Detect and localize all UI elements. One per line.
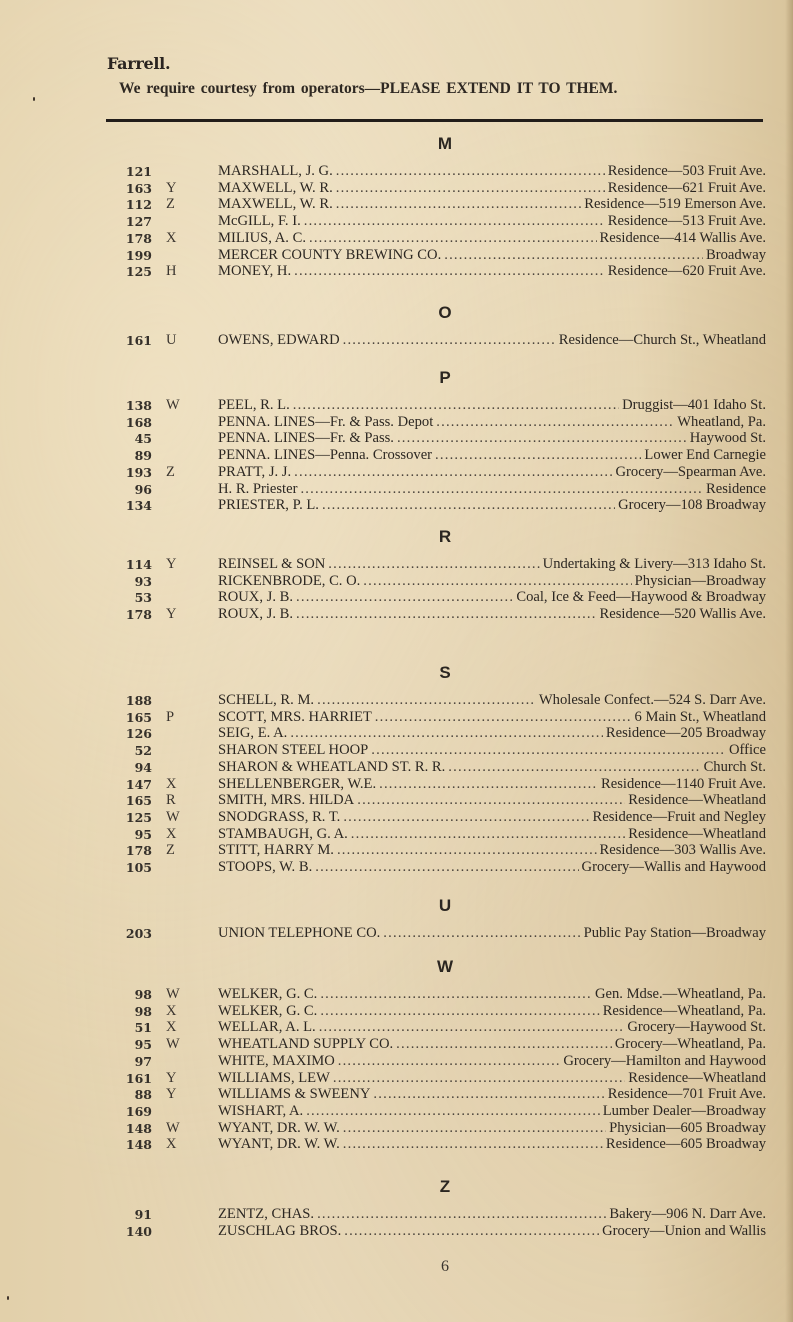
section-letter-m: M	[437, 134, 453, 153]
phone-number: 97	[134, 1053, 152, 1069]
subscriber-name: SMITH, MRS. HILDA	[218, 792, 355, 809]
subscriber-detail: Gen. Mdse.—Wheatland, Pa.	[594, 986, 766, 1002]
listing-entry	[218, 414, 766, 431]
section-letter-u: U	[438, 896, 452, 915]
subscriber-detail: Residence—519 Emerson Ave.	[584, 196, 766, 213]
listing-row	[0, 1206, 793, 1223]
subscriber-detail: Residence—414 Wallis Ave.	[599, 229, 766, 246]
listing-entry	[218, 1070, 766, 1087]
listing-row	[0, 414, 793, 431]
listing-entry	[218, 213, 766, 230]
dot-leader	[357, 792, 625, 809]
subscriber-name: SEIG, E. A.	[218, 725, 288, 742]
listing-entry	[218, 397, 766, 414]
phone-number: 134	[125, 498, 152, 514]
phone-number: 95	[134, 826, 152, 842]
subscriber-detail: Office	[728, 742, 766, 759]
listing-entry	[218, 1206, 766, 1223]
subscriber-name: MARSHALL, J. G.	[218, 163, 333, 179]
listing-row	[0, 842, 793, 859]
subscriber-detail: Residence—621 Fruit Ave.	[607, 179, 766, 196]
party-line-code: W	[166, 808, 180, 825]
dot-leader	[319, 1019, 625, 1036]
subscriber-detail: Church St.	[703, 758, 766, 775]
party-line-code: X	[166, 825, 177, 842]
subscriber-detail: Lumber Dealer—Broadway	[602, 1102, 766, 1119]
listing-entry	[218, 230, 766, 247]
subscriber-name: PRATT, J. J.	[218, 463, 292, 480]
listing-row	[0, 606, 793, 623]
subscriber-detail: Lower End Carnegie	[644, 447, 766, 464]
subscriber-name: WELKER, G. C.	[218, 986, 318, 1002]
listing-entry	[218, 1053, 766, 1070]
dot-leader	[336, 196, 582, 213]
dot-leader	[300, 481, 703, 498]
party-line-code: H	[166, 263, 177, 280]
party-line-code: X	[166, 1002, 177, 1019]
listing-entry	[218, 606, 766, 623]
listing-entry	[218, 180, 766, 197]
subscriber-name: MAXWELL, W. R.	[218, 196, 333, 213]
dot-leader	[371, 742, 726, 759]
listing-entry	[218, 447, 766, 464]
listing-row	[0, 589, 793, 606]
phone-number: 126	[125, 726, 152, 742]
listing-entry	[218, 826, 766, 843]
subscriber-name: PENNA. LINES—Fr. & Pass. Depot	[218, 413, 434, 430]
listing-entry	[218, 709, 766, 726]
listing-entry	[218, 497, 766, 514]
listing-row	[0, 464, 793, 481]
subscriber-name: WELLAR, A. L.	[218, 1019, 316, 1036]
phone-number: 165	[125, 793, 152, 809]
subscriber-name: WHEATLAND SUPPLY CO.	[218, 1036, 394, 1053]
dot-leader	[351, 826, 625, 843]
listing-entry	[218, 809, 766, 826]
listing-entry	[218, 481, 766, 498]
listing-row	[0, 332, 793, 349]
dot-leader	[309, 230, 597, 247]
listing-row	[0, 447, 793, 464]
phone-number: 45	[134, 431, 152, 447]
dot-leader	[344, 1223, 599, 1240]
subscriber-name: WILLIAMS, LEW	[218, 1069, 330, 1086]
listing-entry	[218, 986, 766, 1003]
listing-entry	[218, 332, 766, 349]
subscriber-detail: Grocery—Spearman Ave.	[615, 463, 766, 480]
subscriber-detail: Broadway	[706, 246, 766, 263]
subscriber-detail: Wholesale Confect.—524 S. Darr Ave.	[538, 692, 766, 708]
listing-row	[0, 163, 793, 180]
subscriber-detail: Residence—Wheatland	[628, 792, 766, 809]
subscriber-detail: Physician—605 Broadway	[609, 1119, 766, 1136]
dot-leader	[375, 709, 632, 726]
listing-entry	[218, 1103, 766, 1120]
listing-entry	[218, 759, 766, 776]
subscriber-name: UNION TELEPHONE CO.	[218, 925, 381, 941]
listing-entry	[218, 1120, 766, 1137]
listing-entry	[218, 1086, 766, 1103]
listing-entry	[218, 556, 766, 573]
subscriber-detail: Residence	[706, 480, 766, 497]
listing-row	[0, 1070, 793, 1087]
listing-row	[0, 213, 793, 230]
dot-leader	[336, 163, 605, 180]
phone-number: 91	[134, 1207, 152, 1222]
listing-row	[0, 1120, 793, 1137]
listing-entry	[218, 692, 766, 709]
dot-leader	[296, 606, 596, 623]
listing-row	[0, 497, 793, 514]
subscriber-name: MAXWELL, W. R.	[218, 179, 333, 196]
section-letter-w: W	[436, 957, 454, 976]
listing-row	[0, 826, 793, 843]
subscriber-detail: Residence—303 Wallis Ave.	[599, 842, 766, 859]
phone-number: 52	[134, 743, 152, 759]
dot-leader	[448, 759, 700, 776]
subscriber-name: SHARON STEEL HOOP	[218, 742, 369, 759]
subscriber-name: OWENS, EDWARD	[218, 332, 340, 348]
subscriber-name: ZENTZ, CHAS.	[218, 1206, 315, 1222]
listing-row	[0, 742, 793, 759]
subscriber-detail: Bakery—906 N. Darr Ave.	[609, 1206, 766, 1222]
listing-row	[0, 986, 793, 1003]
listing-entry	[218, 859, 766, 876]
subscriber-detail: Grocery—Wheatland, Pa.	[614, 1036, 766, 1053]
party-line-code: Y	[166, 179, 177, 196]
listing-entry	[218, 842, 766, 859]
dot-leader	[343, 1120, 606, 1137]
subscriber-name: WYANT, DR. W. W.	[218, 1119, 340, 1136]
dot-leader	[294, 263, 605, 280]
listing-row	[0, 1136, 793, 1153]
listing-row	[0, 1223, 793, 1240]
subscriber-name: PEEL, R. L.	[218, 397, 290, 413]
phone-number: 178	[125, 230, 152, 246]
phone-number: 95	[134, 1037, 152, 1053]
subscriber-detail: Coal, Ice & Feed—Haywood & Broadway	[516, 589, 766, 606]
phone-number: 98	[134, 1003, 152, 1019]
dot-leader	[338, 1053, 561, 1070]
subscriber-detail: Grocery—Hamilton and Haywood	[563, 1052, 766, 1069]
listing-row	[0, 247, 793, 264]
subscriber-detail: Residence—513 Fruit Ave.	[607, 213, 766, 230]
dot-leader	[317, 692, 536, 709]
dot-leader	[304, 213, 605, 230]
listing-row	[0, 792, 793, 809]
subscriber-name: McGILL, F. I.	[218, 213, 301, 230]
subscriber-detail: Public Pay Station—Broadway	[583, 925, 766, 941]
phone-number: 178	[125, 843, 152, 859]
phone-number: 188	[125, 693, 152, 708]
subscriber-detail: Residence—Wheatland	[628, 1069, 766, 1086]
subscriber-name: PRIESTER, P. L.	[218, 497, 319, 514]
phone-number: 140	[125, 1223, 152, 1239]
listing-row	[0, 692, 793, 709]
listing-row	[0, 430, 793, 447]
subscriber-name: PENNA. LINES—Fr. & Pass.	[218, 430, 394, 447]
listing-entry	[218, 464, 766, 481]
phone-number: 161	[125, 1070, 152, 1086]
listing-entry	[218, 163, 766, 180]
subscriber-detail: Physician—Broadway	[634, 572, 766, 589]
phone-number: 88	[134, 1087, 152, 1103]
subscriber-name: WISHART, A.	[218, 1102, 304, 1119]
phone-number: 105	[125, 860, 152, 875]
party-line-code: Z	[166, 463, 175, 480]
phone-number: 203	[125, 926, 152, 941]
phone-number: 114	[125, 557, 152, 572]
subscriber-detail: Residence—Fruit and Negley	[592, 808, 766, 825]
header-rule	[106, 119, 763, 122]
phone-number: 163	[125, 180, 152, 196]
subscriber-name: ROUX, J. B.	[218, 589, 294, 606]
subscriber-name: RICKENBRODE, C. O.	[218, 572, 361, 589]
listing-entry	[218, 573, 766, 590]
subscriber-detail: Residence—605 Broadway	[605, 1136, 766, 1153]
phone-number: 147	[125, 776, 152, 792]
phone-number: 112	[125, 197, 152, 213]
party-line-code: Z	[166, 842, 175, 859]
phone-number: 93	[134, 573, 152, 589]
dot-leader	[315, 859, 578, 876]
dot-leader	[294, 464, 612, 481]
subscriber-name: ZUSCHLAG BROS.	[218, 1222, 342, 1239]
subscriber-name: SHARON & WHEATLAND ST. R. R.	[218, 758, 446, 775]
dot-leader	[444, 247, 703, 264]
subscriber-detail: Haywood St.	[689, 430, 766, 447]
dot-leader	[320, 1003, 599, 1020]
listing-row	[0, 859, 793, 876]
listing-entry	[218, 925, 766, 942]
party-line-code: Y	[166, 606, 177, 623]
subscriber-name: STITT, HARRY M.	[218, 842, 334, 859]
listing-row	[0, 1053, 793, 1070]
subscriber-detail: Residence—Wheatland	[628, 825, 766, 842]
subscriber-detail: Residence—Wheatland, Pa.	[602, 1002, 766, 1019]
listing-row	[0, 556, 793, 573]
listing-row	[0, 776, 793, 793]
listing-row	[0, 809, 793, 826]
listing-entry	[218, 430, 766, 447]
subscriber-name: WYANT, DR. W. W.	[218, 1136, 340, 1153]
subscriber-detail: Grocery—108 Broadway	[618, 497, 766, 514]
listing-row	[0, 230, 793, 247]
phone-number: 94	[134, 759, 152, 775]
dot-leader	[320, 986, 592, 1003]
dot-leader	[435, 447, 641, 464]
subscriber-name: WILLIAMS & SWEENY	[218, 1086, 371, 1103]
dot-leader	[343, 809, 589, 826]
subscriber-detail: Residence—205 Broadway	[605, 725, 766, 742]
phone-number: 165	[125, 709, 152, 725]
dot-leader	[363, 573, 631, 590]
phone-number: 138	[125, 398, 152, 413]
subscriber-name: SHELLENBERGER, W.E.	[218, 775, 377, 792]
phone-number: 148	[125, 1137, 152, 1153]
subscriber-name: SCHELL, R. M.	[218, 692, 315, 708]
listing-entry	[218, 1019, 766, 1036]
subscriber-name: STAMBAUGH, G. A.	[218, 825, 348, 842]
listing-entry	[218, 1036, 766, 1053]
listing-row	[0, 709, 793, 726]
subscriber-name: MILIUS, A. C.	[218, 229, 306, 246]
phone-number: 169	[125, 1103, 152, 1119]
dot-leader	[306, 1103, 599, 1120]
dot-leader	[379, 776, 598, 793]
party-line-code: X	[166, 1136, 177, 1153]
subscriber-detail: Residence—620 Fruit Ave.	[607, 263, 766, 280]
dot-leader	[383, 925, 580, 942]
subscriber-name: MERCER COUNTY BREWING CO.	[218, 246, 442, 263]
section-letter-s: S	[439, 663, 451, 682]
page-number: 6	[441, 1258, 449, 1275]
listing-entry	[218, 1003, 766, 1020]
listing-entry	[218, 742, 766, 759]
dot-leader	[396, 1036, 612, 1053]
listing-row	[0, 481, 793, 498]
listing-row	[0, 397, 793, 414]
phone-number: 51	[134, 1020, 152, 1036]
subscriber-name: PENNA. LINES—Penna. Crossover	[218, 447, 433, 464]
party-line-code: X	[166, 1019, 177, 1036]
party-line-code: Y	[166, 1069, 177, 1086]
section-letter-r: R	[438, 527, 452, 546]
dot-leader	[290, 725, 603, 742]
subscriber-detail: Residence—520 Wallis Ave.	[599, 606, 766, 623]
phone-number: 148	[125, 1120, 152, 1136]
subscriber-name: REINSEL & SON	[218, 556, 326, 572]
subscriber-name: H. R. Priester	[218, 480, 298, 497]
dot-leader	[337, 842, 597, 859]
phone-number: 98	[134, 987, 152, 1002]
subscriber-name: SCOTT, MRS. HARRIET	[218, 708, 372, 725]
listing-row	[0, 1003, 793, 1020]
page-header-title: Farrell.	[107, 54, 171, 73]
listing-entry	[218, 589, 766, 606]
party-line-code: U	[166, 332, 177, 348]
dot-leader	[336, 180, 605, 197]
subscriber-name: SNODGRASS, R. T.	[218, 808, 341, 825]
phone-number: 168	[125, 414, 152, 430]
subscriber-detail: Residence—701 Fruit Ave.	[607, 1086, 766, 1103]
subscriber-name: ROUX, J. B.	[218, 606, 294, 623]
phone-number: 125	[125, 809, 152, 825]
phone-number: 125	[125, 264, 152, 280]
party-line-code: Z	[166, 196, 175, 213]
party-line-code: X	[166, 229, 177, 246]
party-line-code: W	[166, 397, 180, 413]
listing-entry	[218, 1223, 766, 1240]
party-line-code: W	[166, 1036, 180, 1053]
subscriber-detail: Wheatland, Pa.	[677, 413, 766, 430]
listing-row	[0, 573, 793, 590]
listing-row	[0, 196, 793, 213]
subscriber-name: MONEY, H.	[218, 263, 292, 280]
dot-leader	[293, 397, 619, 414]
dot-leader	[373, 1086, 604, 1103]
dot-leader	[343, 332, 556, 349]
party-line-code: Y	[166, 1086, 177, 1103]
dot-leader	[343, 1136, 603, 1153]
listing-entry	[218, 776, 766, 793]
subscriber-detail: Druggist—401 Idaho St.	[622, 397, 766, 413]
listing-row	[0, 1019, 793, 1036]
listing-entry	[218, 725, 766, 742]
courtesy-notice: We require courtesy from operators—PLEASE EXTEND IT TO THEM.	[119, 80, 618, 97]
subscriber-detail: Grocery—Wallis and Haywood	[581, 859, 766, 875]
phone-number: 178	[125, 607, 152, 623]
party-line-code: W	[166, 986, 180, 1002]
party-line-code: Y	[166, 556, 177, 572]
listing-row	[0, 263, 793, 280]
listing-row	[0, 1036, 793, 1053]
listing-row	[0, 180, 793, 197]
dot-leader	[317, 1206, 606, 1223]
phone-number: 121	[125, 164, 152, 179]
dot-leader	[322, 497, 615, 514]
subscriber-name: WELKER, G. C.	[218, 1002, 318, 1019]
phone-number: 199	[125, 247, 152, 263]
subscriber-name: WHITE, MAXIMO	[218, 1052, 335, 1069]
party-line-code: R	[166, 792, 176, 809]
phone-number: 89	[134, 448, 152, 464]
listing-row	[0, 1086, 793, 1103]
subscriber-detail: Undertaking & Livery—313 Idaho St.	[542, 556, 766, 572]
listing-row	[0, 725, 793, 742]
dot-leader	[397, 430, 687, 447]
phone-number: 127	[125, 214, 152, 230]
party-line-code: P	[166, 708, 175, 725]
dot-leader	[296, 589, 513, 606]
subscriber-detail: Grocery—Union and Wallis	[602, 1222, 766, 1239]
listing-entry	[218, 263, 766, 280]
dot-leader	[328, 556, 539, 573]
section-letter-z: Z	[439, 1177, 451, 1196]
subscriber-detail: Residence—503 Fruit Ave.	[607, 163, 766, 179]
phone-number: 193	[125, 464, 152, 480]
dot-leader	[436, 414, 674, 431]
listing-entry	[218, 1136, 766, 1153]
subscriber-name: STOOPS, W. B.	[218, 859, 313, 875]
party-line-code: X	[166, 775, 177, 792]
dot-leader	[333, 1070, 625, 1087]
subscriber-detail: Grocery—Haywood St.	[627, 1019, 766, 1036]
phone-number: 53	[134, 590, 152, 606]
listing-row	[0, 925, 793, 942]
listing-entry	[218, 196, 766, 213]
phone-number: 161	[125, 333, 152, 348]
listing-entry	[218, 247, 766, 264]
section-letter-p: P	[439, 368, 451, 387]
subscriber-detail: 6 Main St., Wheatland	[634, 708, 766, 725]
party-line-code: W	[166, 1119, 180, 1136]
subscriber-detail: Residence—1140 Fruit Ave.	[601, 775, 766, 792]
section-letter-o: O	[438, 303, 452, 322]
paper-speck	[7, 1296, 9, 1300]
paper-speck	[33, 97, 35, 101]
listing-row	[0, 759, 793, 776]
subscriber-detail: Residence—Church St., Wheatland	[558, 332, 766, 348]
phone-number: 96	[134, 481, 152, 497]
listing-entry	[218, 792, 766, 809]
listing-row	[0, 1103, 793, 1120]
